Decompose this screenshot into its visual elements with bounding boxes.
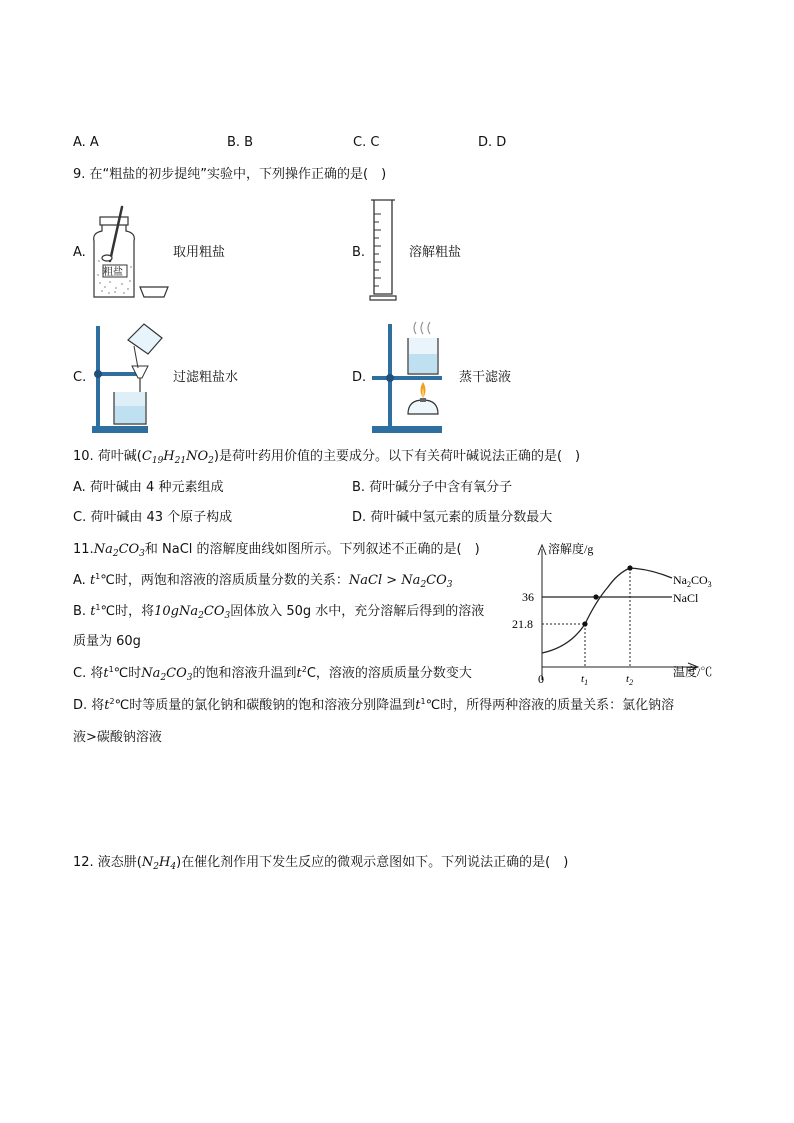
y-tick-21-8: 21.8: [512, 617, 533, 631]
q11-option-c: C. 将$t^1℃$时$Na_2CO_3$的饱和溶液升温到$t^2C$，溶液的溶质质量分数变大: [73, 665, 472, 683]
q8-option-c: C. C: [353, 135, 380, 150]
q10-option-b: B. 荷叶碱分子中含有氧分子: [352, 480, 513, 495]
jar-label: 粗盐: [103, 267, 123, 278]
y-axis-label: 溶解度/g: [548, 542, 594, 556]
q9-option-c-letter: C.: [73, 370, 87, 385]
point-t2: [627, 565, 632, 570]
q9-option-b-letter: B.: [352, 245, 366, 260]
q9-option-c-text: 过滤粗盐水: [173, 370, 239, 385]
q11-option-d-line2: 液>碳酸钠溶液: [73, 730, 162, 745]
q8-option-d: D. D: [478, 135, 507, 150]
na2co3-curve: [542, 568, 672, 653]
salt-jar-image: [80, 203, 180, 303]
q9-option-b-text: 溶解粗盐: [409, 245, 462, 260]
x-axis-label: 温度/℃: [673, 665, 713, 679]
q11-option-b-line2: 质量为 60g: [73, 634, 141, 649]
series-label-nacl: NaCl: [673, 591, 699, 605]
series-label-na2co3: $Na_2CO_3$: [673, 573, 712, 589]
point-intersection: [593, 594, 598, 599]
q11-option-a: A. $t^1℃$时，两饱和溶液的溶质质量分数的关系：NaCl > $Na_2CO_3$: [73, 572, 453, 590]
q10-option-d: D. 荷叶碱中氢元素的质量分数最大: [352, 510, 553, 525]
x-tick-t2: $t_2$: [626, 673, 634, 687]
formula-alkaloid: $C_{19}H_{21}NO_2$: [141, 449, 214, 466]
x-tick-t1: $t_1$: [581, 673, 589, 687]
q11-option-b: B. $t^1℃$时，将$10gNa_2CO_3$固体放入 50g 水中，充分溶解后得到的溶液: [73, 603, 485, 621]
graduated-cylinder-image: [368, 198, 398, 304]
q8-option-a: A. A: [73, 135, 99, 150]
q9-stem: 9. 在“粗盐的初步提纯”实验中，下列操作正确的是( ): [73, 167, 387, 182]
q9-option-d-text: 蒸干滤液: [459, 370, 512, 385]
solubility-chart: [500, 535, 730, 690]
q10-option-a: A. 荷叶碱由 4 种元素组成: [73, 480, 224, 495]
q9-option-d-letter: D.: [352, 370, 367, 385]
q9-option-a-letter: A.: [73, 245, 86, 260]
q10-stem: 10. 荷叶碱$(C_{19}H_{21}NO_2)$是荷叶药用价值的主要成分。以下有关荷叶碱说法正确的是( ): [73, 449, 581, 466]
evaporation-apparatus-image: [368, 318, 458, 436]
origin-label: 0: [538, 672, 544, 686]
y-tick-36: 36: [522, 590, 534, 604]
q10-option-c: C. 荷叶碱由 43 个原子构成: [73, 510, 233, 525]
q11-stem: $11.Na_2CO_3$和 NaCl 的溶解度曲线如图所示。下列叙述不正确的是( ): [73, 542, 480, 559]
q9-option-a-text: 取用粗盐: [173, 245, 226, 260]
q11-option-d: D. 将$t^2℃$时等质量的氯化钠和碳酸钠的饱和溶液分别降温到$t^1℃$时，所得两种溶液的质量关系：氯化钠溶: [73, 697, 675, 713]
filtration-apparatus-image: [88, 318, 178, 436]
q8-option-b: B. B: [227, 135, 254, 150]
q12-stem: 12. 液态肼$(N_2H_4)$在催化剂作用下发生反应的微观示意图如下。下列说法正确的是( ): [73, 855, 569, 872]
point-t1: [582, 621, 587, 626]
